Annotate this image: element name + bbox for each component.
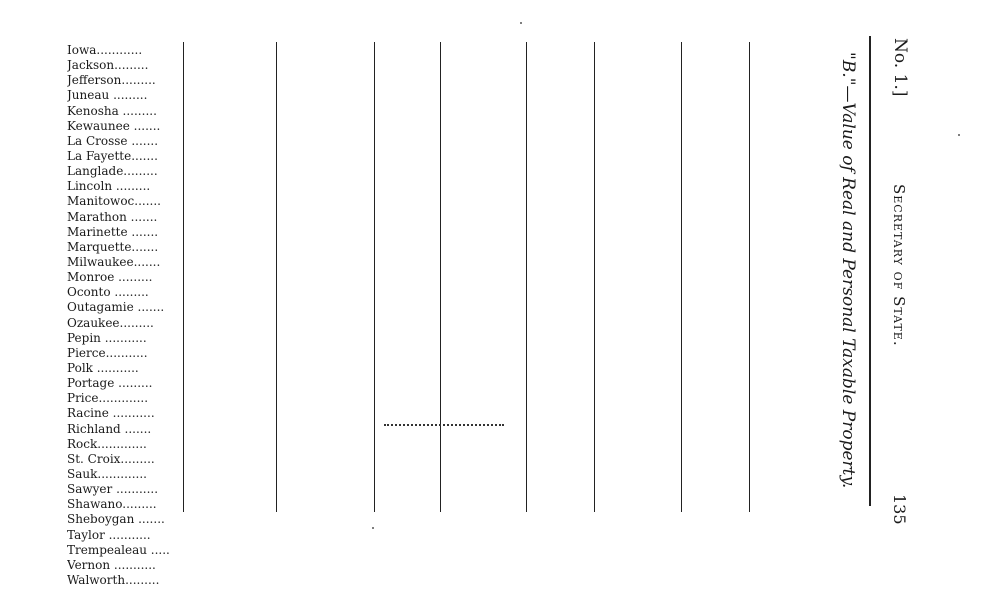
county-name: Trempealeau ..... bbox=[67, 542, 170, 557]
county-name: St. Croix......... bbox=[67, 451, 155, 466]
document-number: No. 1.] bbox=[890, 38, 910, 97]
county-name: Sheboygan ....... bbox=[67, 512, 165, 527]
county-name: Rock............. bbox=[67, 436, 147, 451]
county-name: Richland ....... bbox=[67, 421, 152, 436]
county-name: Vernon ........... bbox=[67, 557, 156, 572]
county-name: Langlade......... bbox=[67, 164, 158, 179]
county-name: Juneau ......... bbox=[67, 88, 148, 103]
column-rule bbox=[276, 42, 277, 512]
page-number: 135 bbox=[890, 494, 909, 525]
county-name: Polk ........... bbox=[67, 360, 139, 375]
county-name: Jefferson......... bbox=[67, 73, 156, 88]
county-name: Marquette....... bbox=[67, 239, 159, 254]
county-name: La Fayette....... bbox=[67, 148, 158, 163]
print-speck bbox=[958, 134, 960, 136]
county-name: Outagamie ....... bbox=[67, 300, 165, 315]
county-name: Portage ......... bbox=[67, 376, 153, 391]
county-name: Pierce........... bbox=[67, 345, 148, 360]
county-name: Iowa............ bbox=[67, 43, 143, 57]
column-rule bbox=[374, 42, 375, 512]
county-name: Pepin ........... bbox=[67, 330, 147, 345]
county-name: Sauk............. bbox=[67, 466, 147, 481]
county-name: Price............. bbox=[67, 391, 149, 406]
county-name: La Crosse ....... bbox=[67, 133, 159, 148]
county-name: Taylor ........... bbox=[67, 527, 151, 542]
county-name: Ozaukee......... bbox=[67, 315, 154, 330]
leader-dots bbox=[384, 424, 504, 426]
county-name: Jackson......... bbox=[67, 58, 149, 73]
county-name: Marinette ....... bbox=[67, 224, 159, 239]
header-rule bbox=[869, 36, 871, 506]
county-name: Kewaunee ....... bbox=[67, 118, 161, 133]
county-name: Monroe ......... bbox=[67, 270, 153, 285]
column-rule bbox=[594, 42, 595, 512]
table-caption: "B."—Value of Real and Personal Taxable Property. bbox=[838, 52, 858, 489]
column-rule bbox=[440, 42, 441, 512]
section-title: Secretary of State. bbox=[890, 184, 908, 347]
county-name: Lincoln ......... bbox=[67, 179, 151, 194]
column-rule bbox=[749, 42, 750, 512]
column-rule bbox=[183, 42, 184, 512]
county-name: Racine ........... bbox=[67, 406, 155, 421]
column-rule bbox=[681, 42, 682, 512]
county-name: Oconto ......... bbox=[67, 285, 149, 300]
print-speck bbox=[372, 527, 374, 529]
county-name: Manitowoc....... bbox=[67, 194, 161, 209]
print-speck bbox=[520, 22, 522, 24]
column-rule bbox=[526, 42, 527, 512]
county-name: Kenosha ......... bbox=[67, 103, 157, 118]
county-name: Shawano......... bbox=[67, 497, 157, 512]
county-name: Marathon ....... bbox=[67, 209, 158, 224]
county-name: Milwaukee....... bbox=[67, 254, 161, 269]
county-name: Sawyer ........... bbox=[67, 482, 159, 497]
county-name: Walworth......... bbox=[67, 572, 160, 587]
